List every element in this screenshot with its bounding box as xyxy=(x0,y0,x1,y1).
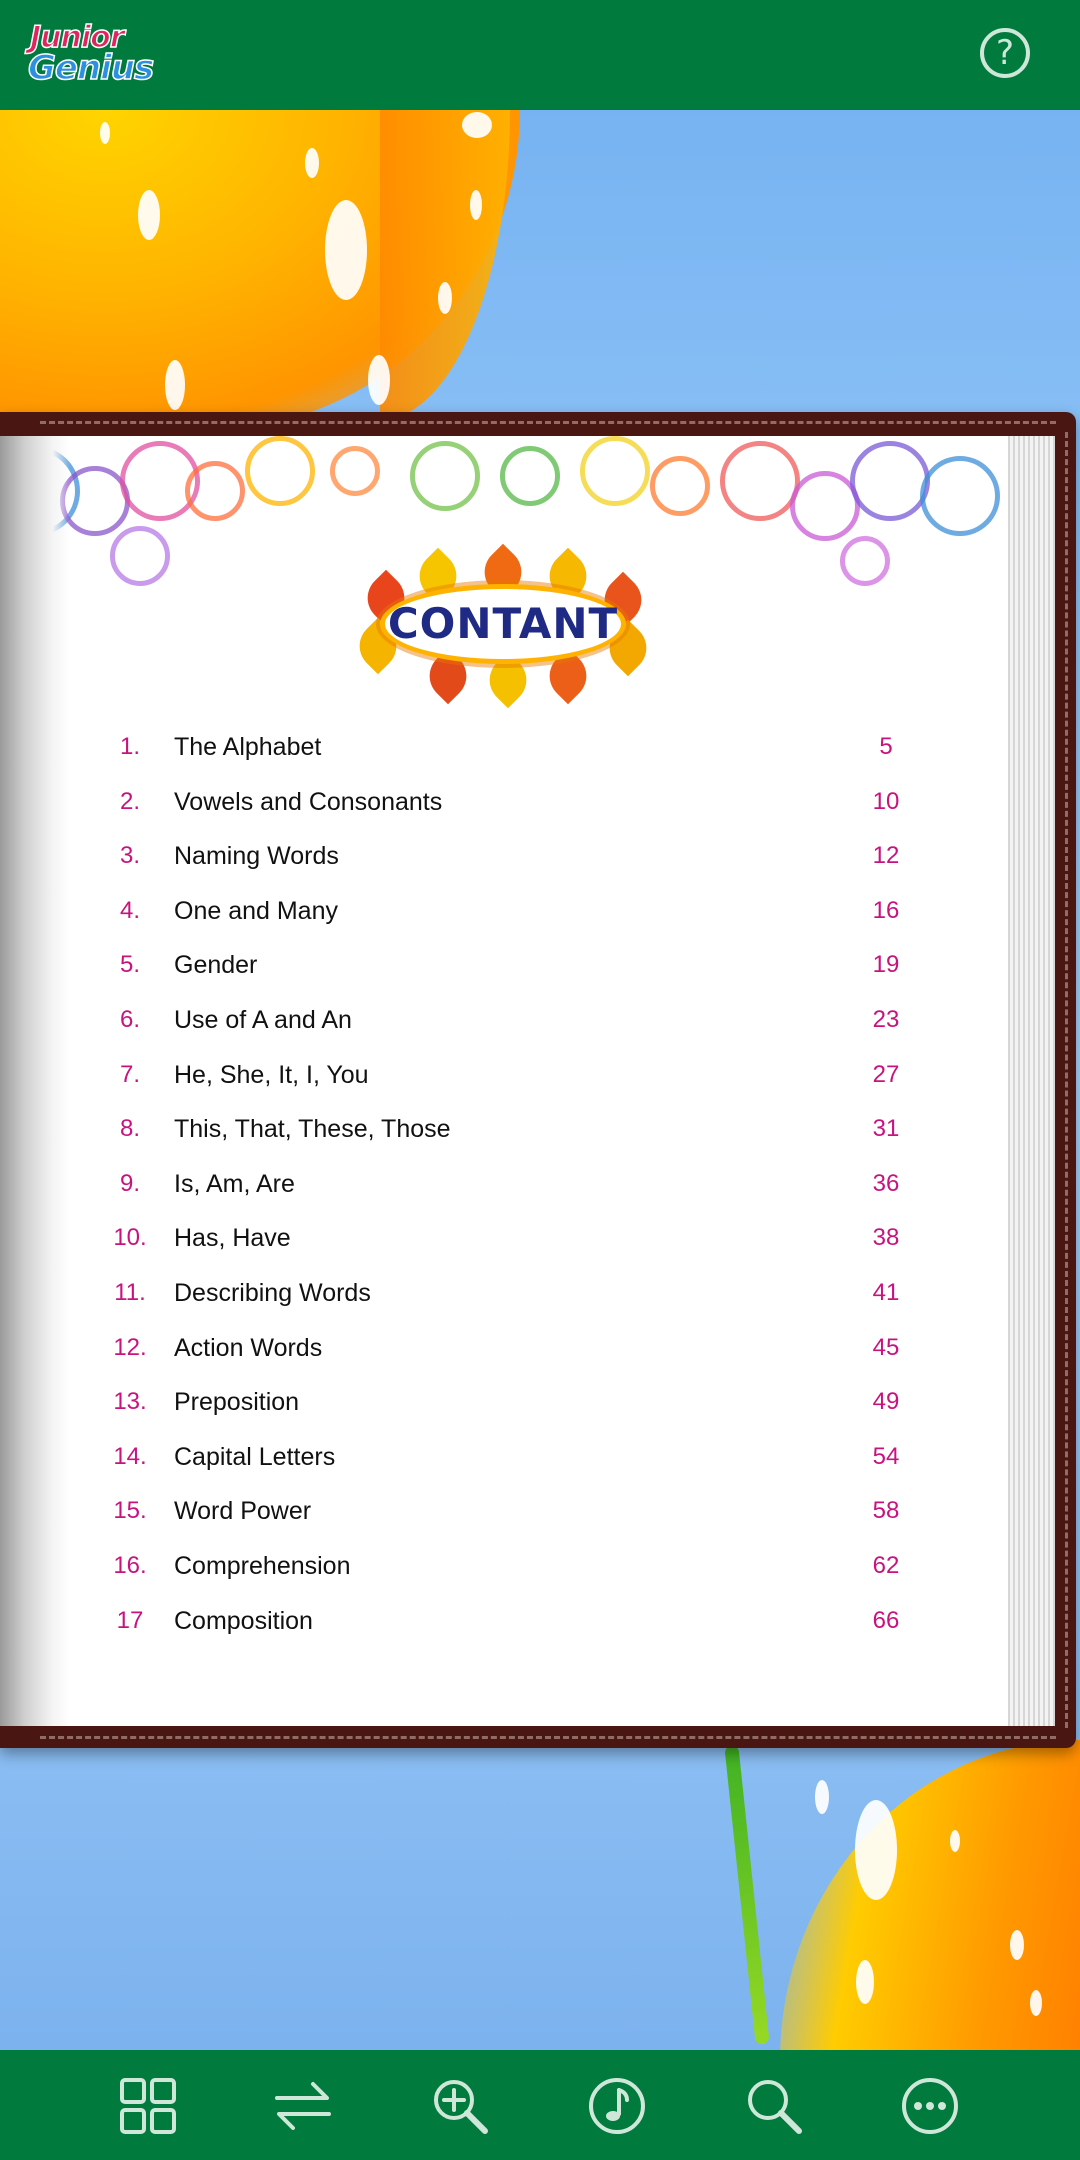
toc-item-number: 2. xyxy=(119,787,140,815)
background-dot xyxy=(165,360,185,410)
toc-row xyxy=(0,1102,1008,1157)
toc-row xyxy=(0,720,1008,775)
logo-text-line2: Genius xyxy=(28,48,154,88)
help-button[interactable] xyxy=(980,28,1030,78)
toc-row xyxy=(0,1211,1008,1266)
toc-item-page-number: 16 xyxy=(872,896,900,924)
toc-row xyxy=(0,775,1008,830)
background-dot xyxy=(138,190,160,240)
toc-item-title: He, She, It, I, You xyxy=(174,1060,369,1089)
toc-row xyxy=(0,1375,1008,1430)
toc-item-number: 9. xyxy=(119,1169,140,1197)
toc-item-title: Preposition xyxy=(174,1388,300,1417)
toc-item-number: 17 xyxy=(116,1606,144,1634)
background-dot xyxy=(1030,1990,1042,2016)
background-dot xyxy=(855,1800,897,1900)
book-page[interactable] xyxy=(0,436,1008,1726)
toc-item-title: This, That, These, Those xyxy=(174,1115,451,1144)
decor-bubble xyxy=(720,441,800,521)
toc-row xyxy=(0,1484,1008,1539)
decor-bubble xyxy=(110,526,170,586)
page-title: CONTANT xyxy=(387,599,619,648)
toc-item-page-number: 5 xyxy=(879,733,893,760)
title-badge xyxy=(358,556,648,696)
search-button[interactable] xyxy=(744,2076,804,2136)
toc-item-number: 4. xyxy=(119,896,140,924)
flip-mode-button[interactable] xyxy=(273,2076,333,2136)
toc-item-number: 11. xyxy=(114,1278,146,1306)
junior-genius-logo[interactable] xyxy=(28,18,168,90)
toc-item-number: 5. xyxy=(119,951,140,979)
music-icon xyxy=(587,2076,647,2136)
toc-row xyxy=(0,938,1008,993)
toc-item-page-number: 23 xyxy=(872,1005,900,1033)
decor-bubble xyxy=(410,441,480,511)
toc-item-number: 7. xyxy=(119,1060,140,1088)
toc-row xyxy=(0,829,1008,884)
toc-item-number: 16. xyxy=(113,1551,147,1579)
toc-item-title: Vowels and Consonants xyxy=(174,787,443,816)
decor-bubble xyxy=(185,461,245,521)
toc-item-number: 3. xyxy=(119,842,140,870)
music-button[interactable] xyxy=(587,2076,647,2136)
toc-item-page-number: 27 xyxy=(872,1060,900,1088)
background-dot xyxy=(368,355,390,405)
toc-item-number: 12. xyxy=(113,1333,147,1361)
toc-item-page-number: 41 xyxy=(872,1278,900,1306)
toc-item-page-number: 45 xyxy=(872,1333,900,1361)
bottom-toolbar xyxy=(0,2050,1080,2160)
toc-item-page-number: 31 xyxy=(872,1115,900,1143)
toc-row xyxy=(0,1048,1008,1103)
background-dot xyxy=(470,190,482,220)
toc-item-page-number: 10 xyxy=(872,787,900,815)
book-stitching-top xyxy=(40,421,1056,424)
swap-icon xyxy=(273,2076,333,2136)
toc-item-number: 14. xyxy=(113,1442,147,1470)
toc-item-title: Naming Words xyxy=(174,842,339,871)
logo-text-line1: Junior xyxy=(30,20,124,55)
toc-row xyxy=(0,1594,1008,1649)
search-icon xyxy=(744,2076,804,2136)
background-dot xyxy=(856,1960,874,2004)
toc-item-title: Describing Words xyxy=(174,1278,371,1307)
decor-bubble xyxy=(580,436,650,506)
zoom-in-icon xyxy=(430,2076,490,2136)
toc-item-number: 6. xyxy=(119,1005,140,1033)
toc-item-title: Has, Have xyxy=(174,1224,291,1253)
toc-item-number: 10. xyxy=(113,1224,147,1252)
book-stitching-bottom xyxy=(40,1736,1056,1739)
toc-row xyxy=(0,993,1008,1048)
toc-item-title: One and Many xyxy=(174,896,338,925)
toc-item-title: Word Power xyxy=(174,1497,312,1526)
toc-item-number: 8. xyxy=(119,1115,140,1143)
toc-row xyxy=(0,1539,1008,1594)
toc-item-number: 13. xyxy=(113,1388,147,1416)
toc-item-title: Action Words xyxy=(174,1333,323,1362)
book-stitching-right xyxy=(1065,432,1068,1728)
background-dot xyxy=(100,122,110,144)
decor-bubble xyxy=(920,456,1000,536)
toc-item-title: Comprehension xyxy=(174,1551,351,1580)
toc-item-page-number: 62 xyxy=(872,1551,900,1579)
background-dot xyxy=(305,148,319,178)
background-dot xyxy=(462,112,492,138)
toc-row xyxy=(0,1321,1008,1376)
decor-bubble xyxy=(650,456,710,516)
toc-item-page-number: 49 xyxy=(872,1388,900,1416)
book-viewer[interactable] xyxy=(0,412,1076,1748)
toc-item-page-number: 38 xyxy=(872,1224,900,1252)
background-dot xyxy=(950,1830,960,1852)
grid-icon xyxy=(118,2076,178,2136)
decor-bubble xyxy=(245,436,315,506)
decor-bubble xyxy=(330,446,380,496)
toc-row xyxy=(0,1266,1008,1321)
more-icon xyxy=(900,2076,960,2136)
toc-item-page-number: 19 xyxy=(872,951,900,979)
toc-row xyxy=(0,884,1008,939)
toc-item-number: 15. xyxy=(113,1497,147,1525)
zoom-in-button[interactable] xyxy=(430,2076,490,2136)
toc-item-page-number: 58 xyxy=(872,1497,900,1525)
toc-item-title: Capital Letters xyxy=(174,1442,336,1471)
decor-bubble xyxy=(840,536,890,586)
toc-item-title: Is, Am, Are xyxy=(174,1169,295,1198)
toc-item-number: 1. xyxy=(119,733,140,760)
toc-item-title: Gender xyxy=(174,951,258,980)
background-dot xyxy=(325,200,367,300)
background-dot xyxy=(1010,1930,1024,1960)
background-dot xyxy=(815,1780,829,1814)
more-button[interactable] xyxy=(900,2076,960,2136)
top-bar xyxy=(0,0,1080,110)
toc-item-title: The Alphabet xyxy=(174,733,322,761)
toc-item-page-number: 66 xyxy=(872,1606,900,1634)
table-of-contents xyxy=(0,720,1008,1648)
decor-bubble xyxy=(500,446,560,506)
toc-row xyxy=(0,1430,1008,1485)
toc-item-page-number: 12 xyxy=(872,842,900,870)
thumbnails-button[interactable] xyxy=(118,2076,178,2136)
toc-item-title: Composition xyxy=(174,1606,313,1635)
decor-bubble xyxy=(850,441,930,521)
toc-item-page-number: 54 xyxy=(872,1442,900,1470)
toc-row xyxy=(0,1157,1008,1212)
toc-item-title: Use of A and An xyxy=(174,1005,352,1034)
background-dot xyxy=(438,282,452,314)
toc-item-page-number: 36 xyxy=(872,1169,900,1197)
book-page-edges xyxy=(1005,436,1055,1726)
help-icon: ? xyxy=(995,33,1015,73)
